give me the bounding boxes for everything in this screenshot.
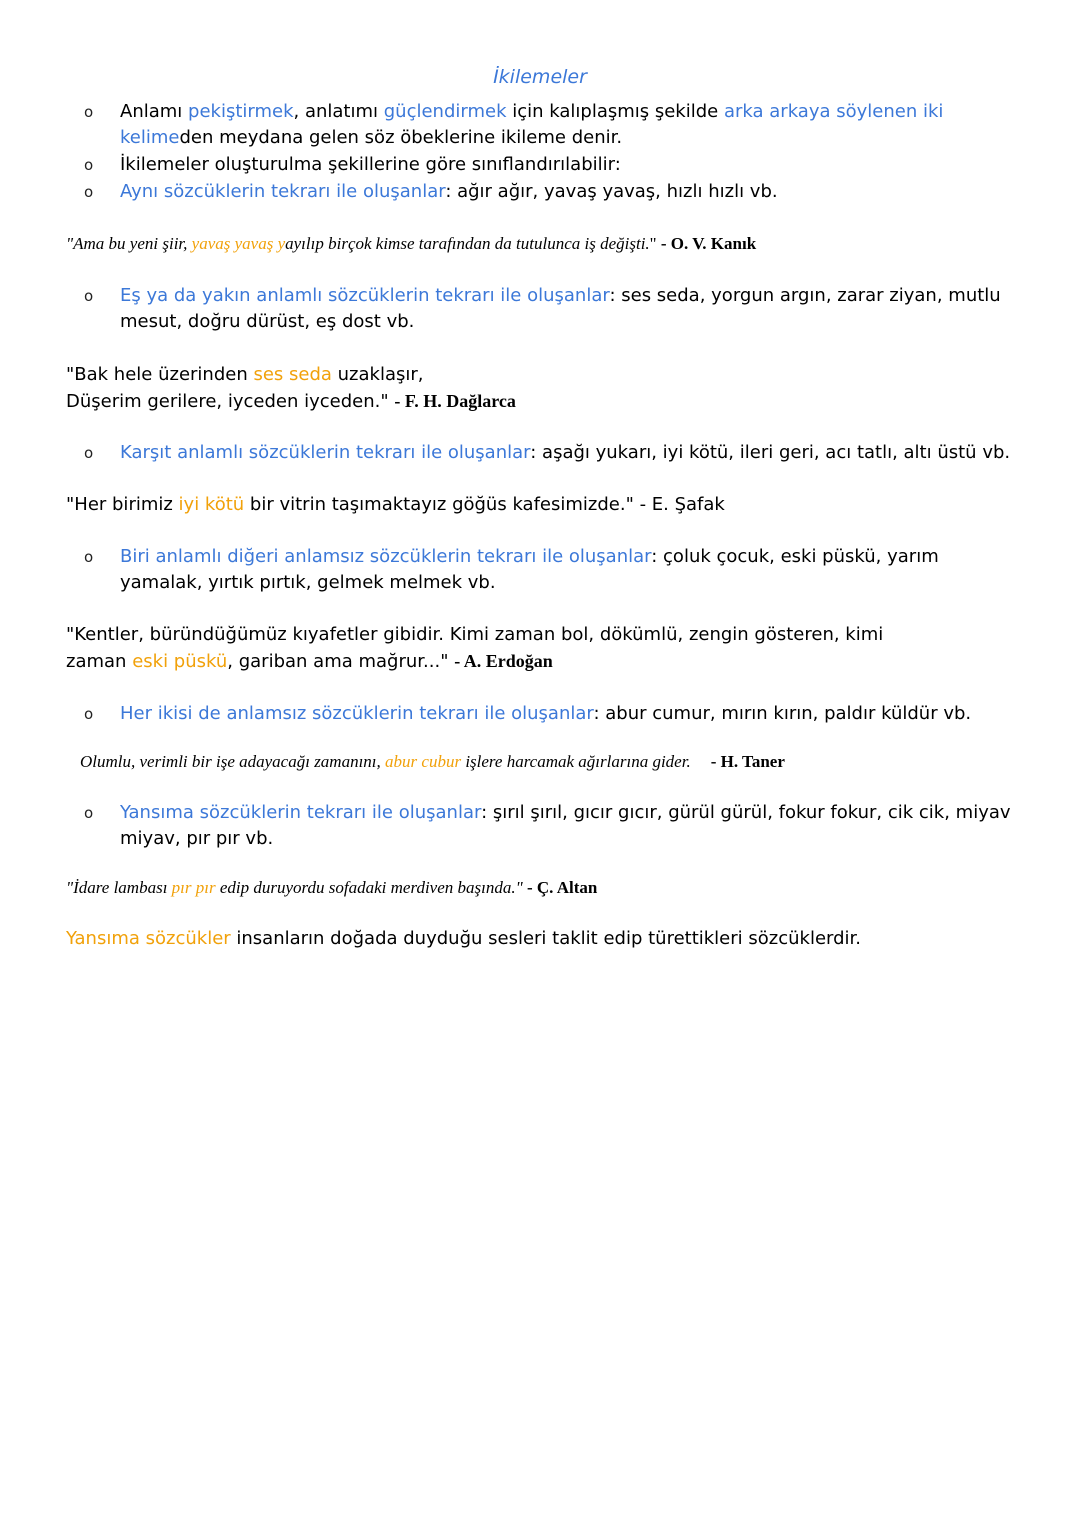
bullet-text: Yansıma sözcüklerin tekrarı ile oluşanlar: şırıl şırıl, gıcır gıcır, gürül gürül, fokur fokur, cik cik, miyav miyav, pır pır vb. (120, 802, 1011, 849)
bullet-text: Karşıt anlamlı sözcüklerin tekrarı ile oluşanlar: aşağı yukarı, iyi kötü, ileri geri, acı tatlı, altı üstü vb. (120, 442, 1011, 463)
bullet-text: Her ikisi de anlamsız sözcüklerin tekrarı ile oluşanlar: abur cumur, mırın kırın, paldır küldür vb. (120, 703, 972, 724)
bullet-marker: o (84, 156, 94, 174)
quote-line: zaman eski püskü, gariban ama mağrur..." - A. Erdoğan (66, 651, 553, 672)
quote-daglarca (66, 362, 1026, 415)
quote-kanik: "Ama bu yeni şiir, yavaş yavaş yayılıp birçok kimse tarafından da tutulunca iş değişti." - O. V. Kanık (66, 234, 757, 253)
quote-author: - F. H. Dağlarca (394, 391, 516, 411)
bullet-meaningful-meaningless (84, 544, 1014, 596)
quote-altan: "İdare lambası pır pır edip duruyordu sofadaki merdiven başında." - Ç. Altan (66, 878, 598, 897)
bullet-both-meaningless (84, 701, 1014, 727)
quote-line: Düşerim gerilere, iyceden iyceden." - F. H. Dağlarca (66, 391, 516, 412)
bullet-marker: o (84, 444, 94, 462)
quote-author: - A. Erdoğan (454, 651, 553, 671)
bullet-marker: o (84, 548, 94, 566)
bullet-text: Biri anlamlı diğeri anlamsız sözcüklerin tekrarı ile oluşanlar: çoluk çocuk, eski püskü, yarım yamalak, yırtık pırtık, gelmek melmek vb. (120, 546, 939, 593)
bullet-onomatopoeia (84, 800, 1014, 852)
quote-line: "Bak hele üzerinden ses seda uzaklaşır, (66, 364, 424, 385)
quote-author: - H. Taner (710, 752, 785, 771)
bullet-text: Eş ya da yakın anlamlı sözcüklerin tekrarı ile oluşanlar: ses seda, yorgun argın, zarar ziyan, mutlu mesut, doğru dürüst, eş dost vb. (120, 285, 1001, 332)
bullet-classification (84, 152, 1014, 178)
bullet-same-words (84, 179, 1014, 205)
bullet-marker: o (84, 287, 94, 305)
bullet-marker: o (84, 705, 94, 723)
bullet-definition (84, 99, 1014, 151)
bullet-marker: o (84, 103, 94, 121)
quote-author: - O. V. Kanık (660, 234, 757, 253)
bullet-text: Anlamı pekiştirmek, anlatımı güçlendirmek için kalıplaşmış şekilde arka arkaya söylenen iki kelimeden meydana gelen söz öbeklerine ikileme denir. (120, 101, 944, 148)
bullet-antonyms (84, 440, 1014, 466)
quote-taner: Olumlu, verimli bir işe adayacağı zamanını, abur cubur işlere harcamak ağırlarına gider. - H. Taner (80, 752, 785, 771)
quote-author: - Ç. Altan (526, 878, 598, 897)
quote-erdogan (66, 622, 1026, 675)
bullet-synonyms (84, 283, 1014, 335)
bullet-text: İkilemeler oluşturulma şekillerine göre sınıflandırılabilir: (120, 154, 621, 175)
bullet-marker: o (84, 183, 94, 201)
quote-safak: "Her birimiz iyi kötü bir vitrin taşımaktayız göğüs kafesimizde." - E. Şafak (66, 494, 725, 515)
bullet-marker: o (84, 804, 94, 822)
quote-line: "Kentler, büründüğümüz kıyafetler gibidir. Kimi zaman bol, dökümlü, zengin gösteren, kimi (66, 624, 884, 645)
onomatopoeia-note: Yansıma sözcükler insanların doğada duyduğu sesleri taklit edip türettikleri sözcüklerdir. (66, 928, 862, 949)
page-title: İkilemeler (493, 66, 587, 88)
bullet-text: Aynı sözcüklerin tekrarı ile oluşanlar: ağır ağır, yavaş yavaş, hızlı hızlı vb. (120, 181, 778, 202)
